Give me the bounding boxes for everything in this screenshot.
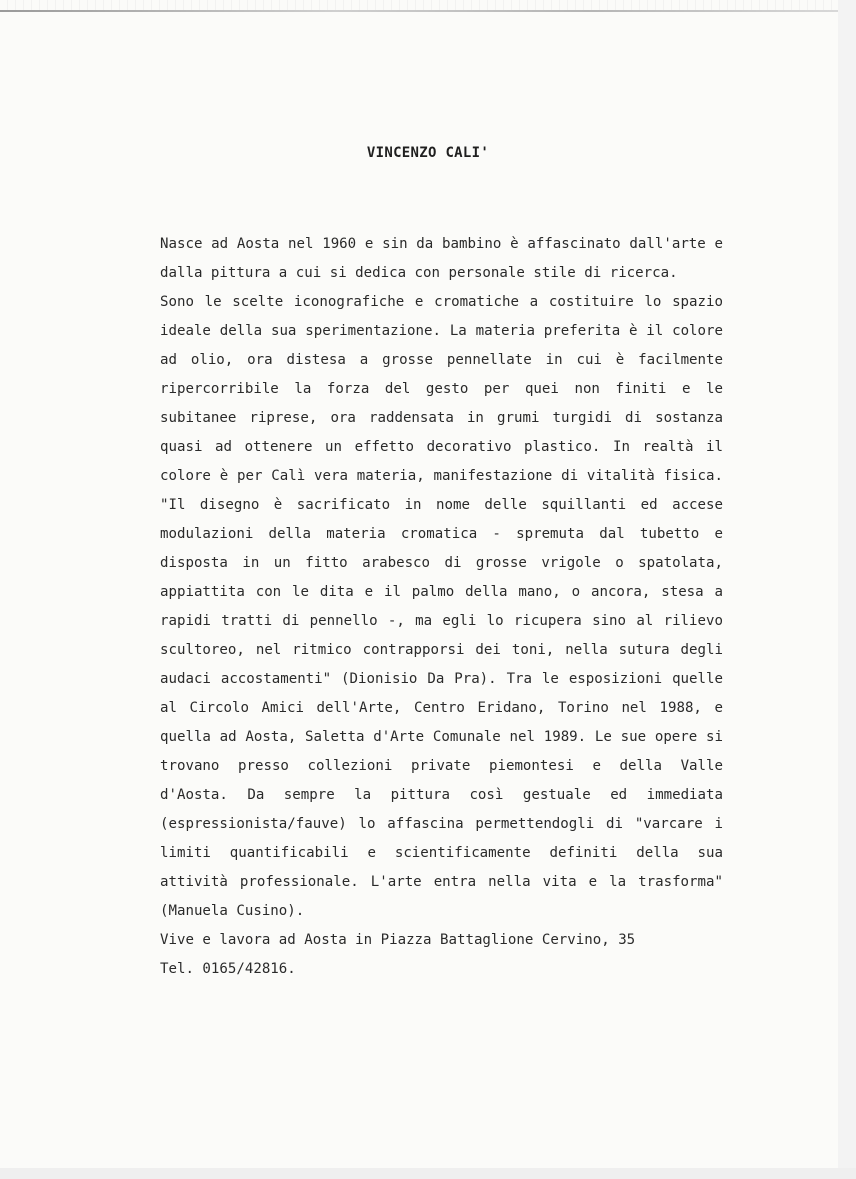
- text-line: d'Aosta. Da sempre la pittura così gestuale ed immediata: [160, 787, 723, 803]
- scan-bottom-margin: [0, 1168, 856, 1179]
- text-line: colore è per Calì vera materia, manifestazione di vitalità fisica.: [160, 468, 723, 484]
- text-line: Vive e lavora ad Aosta in Piazza Battaglione Cervino, 35: [160, 932, 636, 948]
- text-line: (espressionista/fauve) lo affascina permettendogli di "varcare i: [160, 816, 723, 832]
- text-line: ideale della sua sperimentazione. La materia preferita è il colore: [160, 323, 723, 339]
- text-line: ripercorribile la forza del gesto per quei non finiti e le: [160, 381, 723, 397]
- text-line: audaci accostamenti" (Dionisio Da Pra). Tra le esposizioni quelle: [160, 671, 723, 687]
- text-line: scultoreo, nel ritmico contrapporsi dei toni, nella sutura degli: [160, 642, 723, 658]
- text-line: Nasce ad Aosta nel 1960 e sin da bambino è affascinato dall'arte e: [160, 236, 723, 252]
- text-line: "Il disegno è sacrificato in nome delle squillanti ed accese: [160, 497, 723, 513]
- text-line: ad olio, ora distesa a grosse pennellate in cui è facilmente: [160, 352, 723, 368]
- text-line: disposta in un fitto arabesco di grosse vrigole o spatolata,: [160, 555, 723, 571]
- text-line: (Manuela Cusino).: [160, 903, 305, 919]
- text-line: quella ad Aosta, Saletta d'Arte Comunale nel 1989. Le sue opere si: [160, 729, 723, 745]
- text-line: trovano presso collezioni private piemontesi e della Valle: [160, 758, 723, 774]
- text-line: Sono le scelte iconografiche e cromatiche a costituire lo spazio: [160, 294, 723, 310]
- text-line: modulazioni della materia cromatica - spremuta dal tubetto e: [160, 526, 723, 542]
- document-title: VINCENZO CALI': [366, 145, 490, 161]
- text-line: quasi ad ottenere un effetto decorativo plastico. In realtà il: [160, 439, 723, 455]
- text-line: rapidi tratti di pennello -, ma egli lo ricupera sino al rilievo: [160, 613, 723, 629]
- text-line: al Circolo Amici dell'Arte, Centro Eridano, Torino nel 1988, e: [160, 700, 723, 716]
- text-line: subitanee riprese, ora raddensata in grumi turgidi di sostanza: [160, 410, 723, 426]
- scan-right-margin: [838, 0, 856, 1179]
- text-line: Tel. 0165/42816.: [160, 961, 296, 977]
- scan-top-edge: [0, 10, 838, 12]
- text-line: dalla pittura a cui si dedica con personale stile di ricerca.: [160, 265, 678, 281]
- biography-text: [160, 230, 723, 984]
- text-line: attività professionale. L'arte entra nella vita e la trasforma": [160, 874, 723, 890]
- text-line: appiattita con le dita e il palmo della mano, o ancora, stesa a: [160, 584, 723, 600]
- scan-top-noise: [0, 0, 838, 10]
- text-line: limiti quantificabili e scientificamente definiti della sua: [160, 845, 723, 861]
